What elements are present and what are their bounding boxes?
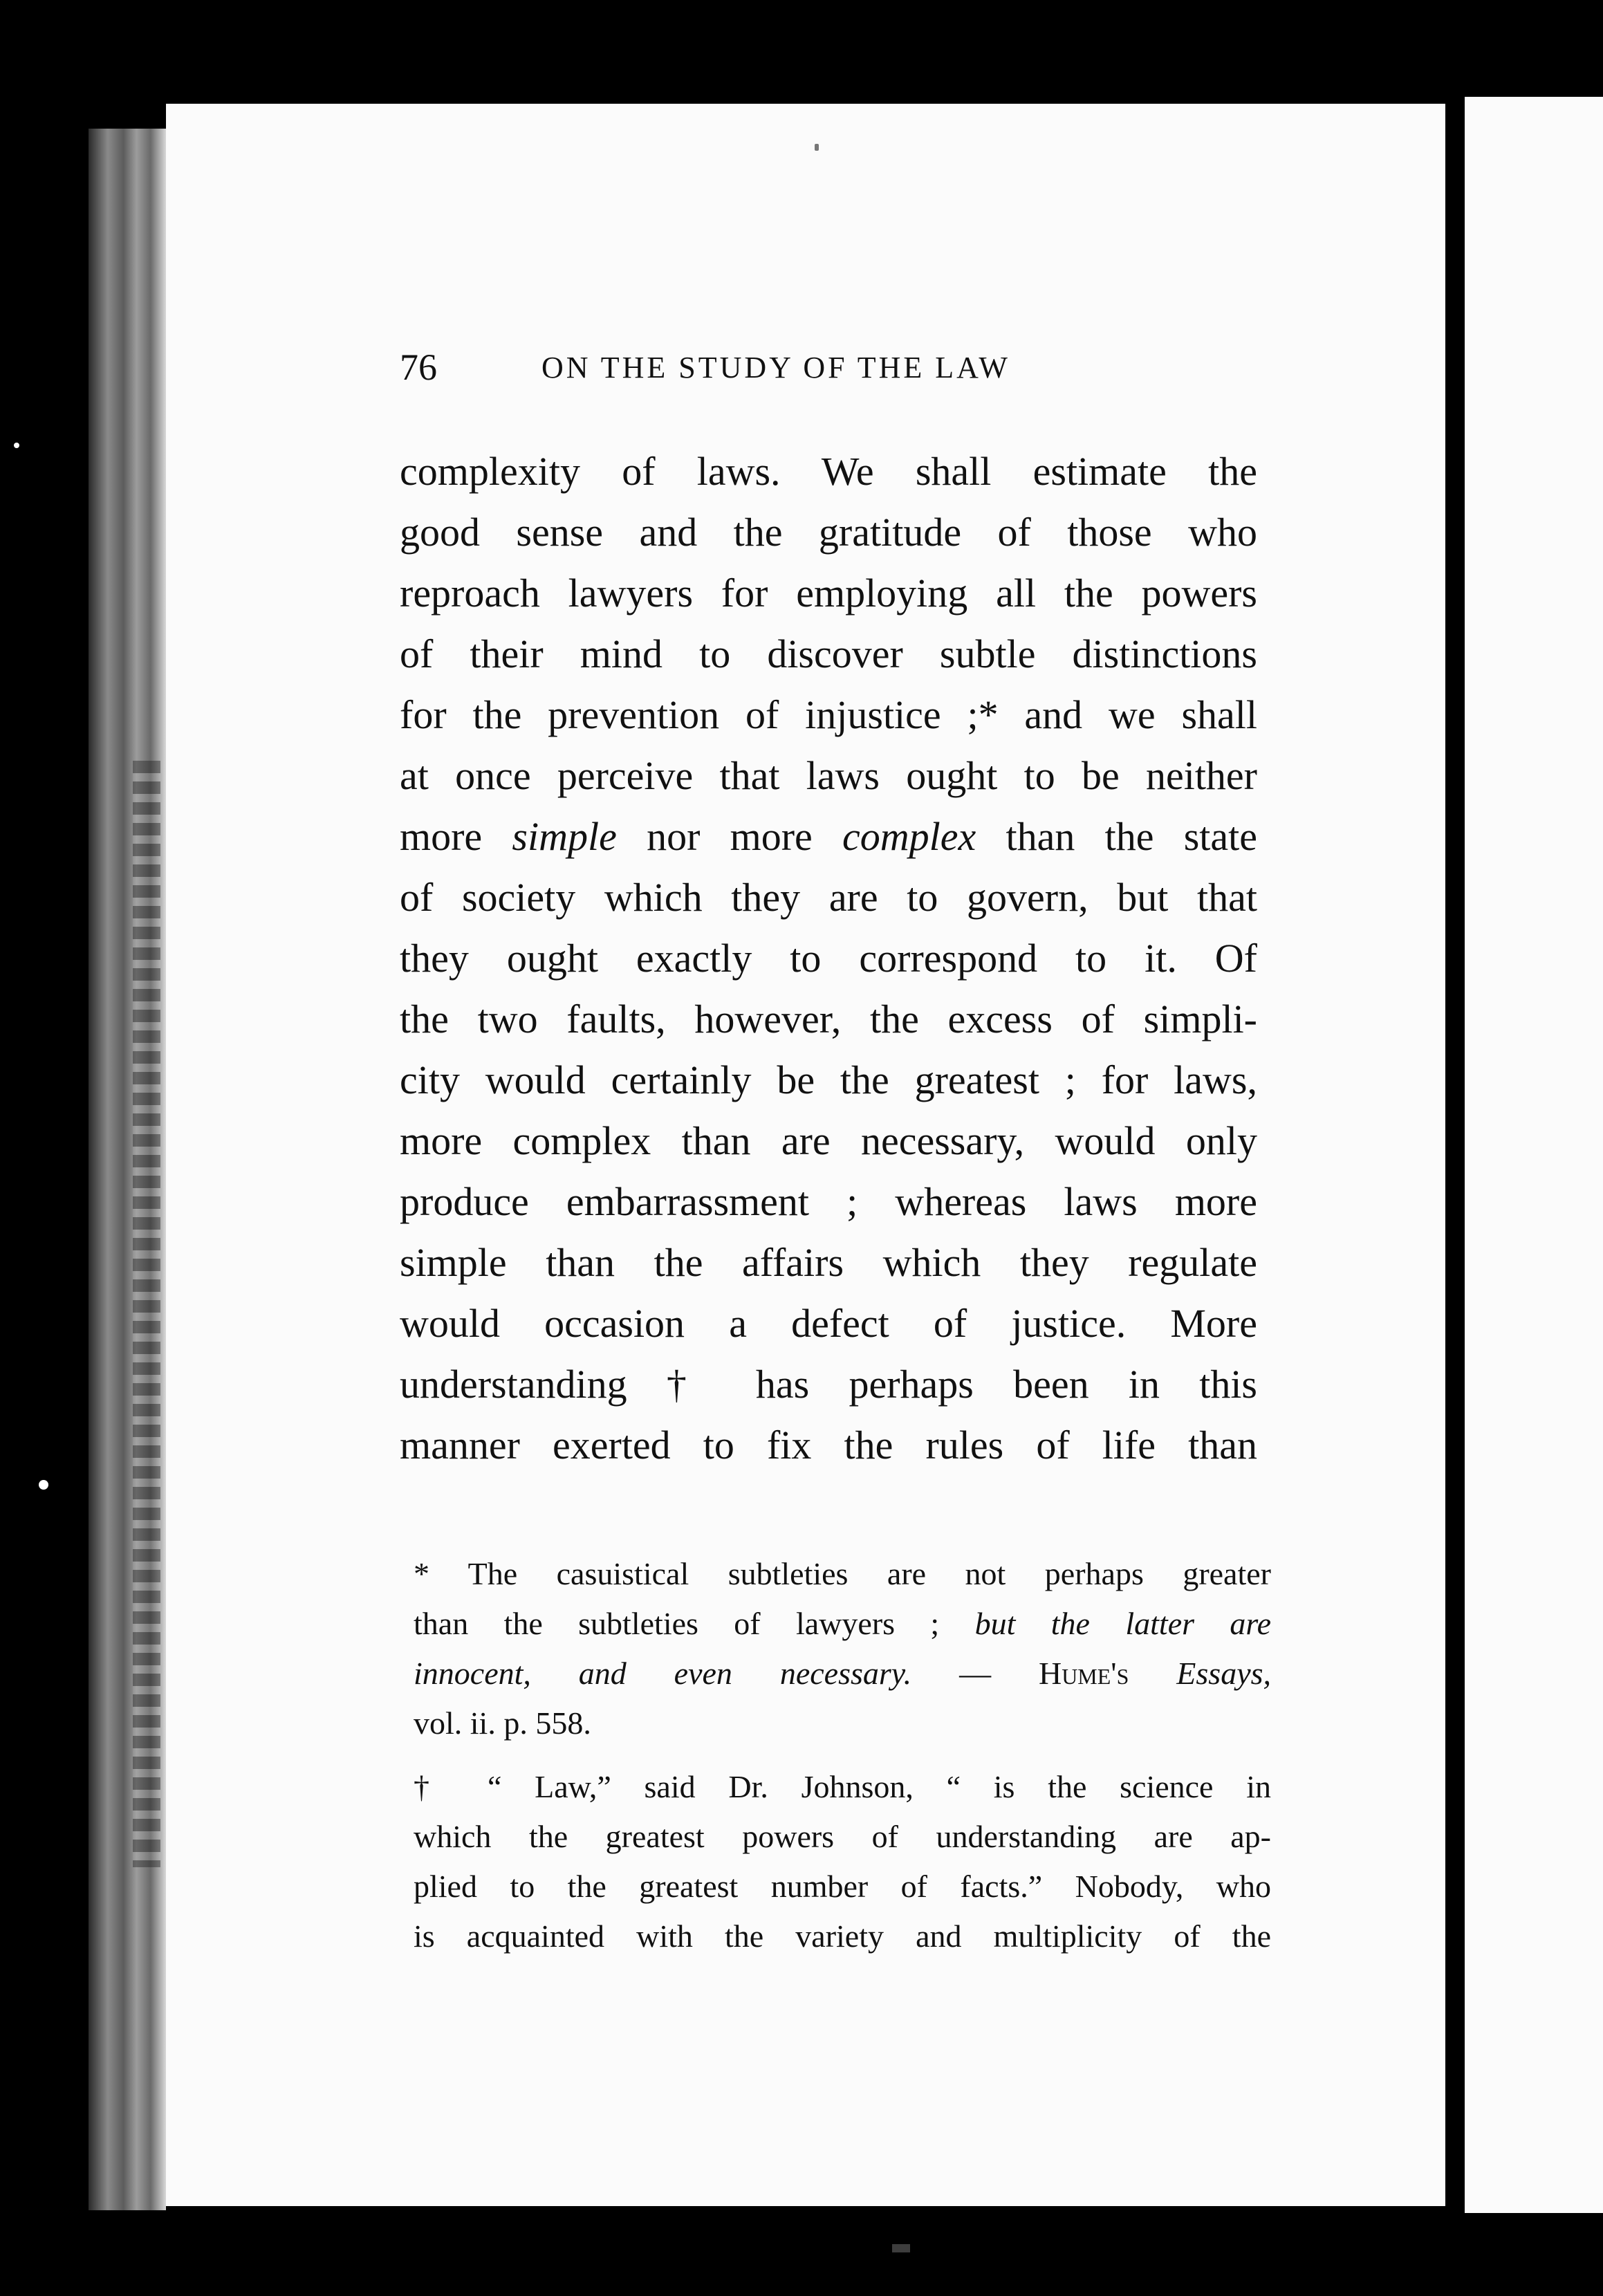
body-text-fragment: than the state xyxy=(976,814,1257,859)
footnote-gap xyxy=(414,1748,1271,1762)
body-line: understanding † has perhaps been in this xyxy=(400,1362,1257,1407)
body-line: would occasion a defect of justice. More xyxy=(400,1301,1257,1346)
body-line: the two faults, however, the excess of simpli- xyxy=(400,997,1257,1041)
body-line: of society which they are to govern, but that xyxy=(400,875,1257,920)
footnote-line: * The casuistical subtleties are not perhaps greater xyxy=(414,1556,1271,1591)
footnote-fragment: than the subtleties of lawyers ; xyxy=(414,1606,975,1641)
footnote-fragment xyxy=(1129,1656,1176,1691)
body-line: manner exerted to fix the rules of life than xyxy=(400,1423,1257,1468)
footnote-work-title: Essays, xyxy=(1176,1656,1272,1691)
body-line: city would certainly be the greatest ; for laws, xyxy=(400,1057,1257,1102)
body-line: produce embarrassment ; whereas laws more xyxy=(400,1179,1257,1224)
footnote-line xyxy=(414,1599,1271,1649)
body-line: of their mind to discover subtle distinctions xyxy=(400,631,1257,676)
body-line: for the prevention of injustice ;* and we shall xyxy=(400,692,1257,737)
footnote-line: plied to the greatest number of facts.” Nobody, who xyxy=(414,1869,1271,1904)
footnote-line: which the greatest powers of understanding are ap- xyxy=(414,1819,1271,1854)
body-line: simple than the affairs which they regulate xyxy=(400,1240,1257,1285)
body-line: good sense and the gratitude of those who xyxy=(400,510,1257,555)
body-line: complexity of laws. We shall estimate the xyxy=(400,449,1257,494)
body-line: more complex than are necessary, would only xyxy=(400,1118,1257,1163)
page-number: 76 xyxy=(400,346,437,388)
footnote-italic: but the latter are xyxy=(974,1606,1272,1641)
italic-word: complex xyxy=(842,814,976,859)
footnote-author: Hume's xyxy=(1038,1656,1129,1691)
body-line: reproach lawyers for employing all the powers xyxy=(400,571,1257,615)
scan-speck xyxy=(39,1480,48,1490)
footnote-fragment: — xyxy=(911,1656,1039,1691)
scan-mark xyxy=(892,2244,910,2252)
body-line: they ought exactly to correspond to it. Of xyxy=(400,936,1257,981)
page-header xyxy=(400,346,1257,401)
italic-word: simple xyxy=(512,814,617,859)
body-line-italic-words xyxy=(400,806,1257,867)
body-text-fragment: more xyxy=(400,814,512,859)
footnote-line: vol. ii. p. 558. xyxy=(414,1705,591,1741)
spine-lettering xyxy=(133,761,160,1867)
body-text-fragment: nor more xyxy=(616,814,843,859)
footnote-italic: innocent, and even necessary. xyxy=(414,1656,912,1691)
footnotes xyxy=(414,1549,1271,1961)
footnote-line xyxy=(414,1649,1271,1698)
scan-speck xyxy=(14,443,19,448)
footnote-line: † “ Law,” said Dr. Johnson, “ is the science in xyxy=(414,1769,1271,1804)
body-line: at once perceive that laws ought to be neither xyxy=(400,753,1257,798)
running-head: ON THE STUDY OF THE LAW xyxy=(541,351,1010,385)
ink-speck xyxy=(815,144,819,151)
adjacent-page xyxy=(1465,97,1603,2213)
footnote-line: is acquainted with the variety and multiplicity of the xyxy=(414,1918,1271,1954)
body-text xyxy=(400,441,1257,1476)
